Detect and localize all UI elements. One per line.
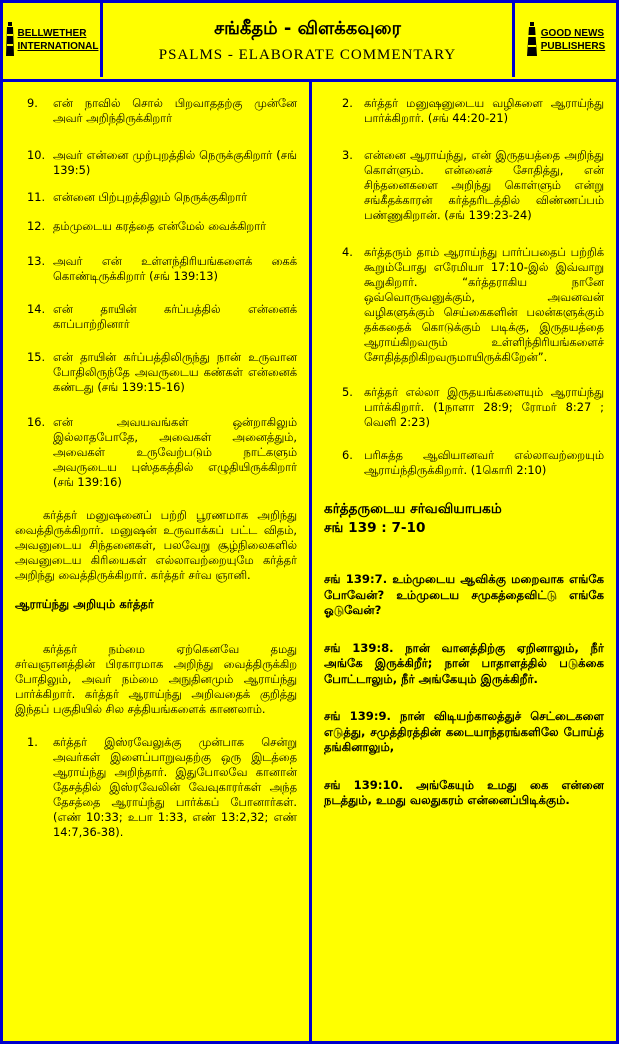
section-reference: சங் 139 : 7-10 xyxy=(324,520,426,536)
header xyxy=(3,3,616,79)
list-item xyxy=(324,96,604,126)
item-text: கர்த்தர் இஸ்ரவேலுக்கு முன்பாக சென்று அவர்கள் இளைப்பாறுவதற்கு ஒரு இடத்தை ஆராய்ந்து அறிந்தார். இதுபோலவே கானான் தேசத்தில் இஸ்ரவேலின் வேவுகாரர்கள் அந்த தேசத்தை ஆராய்ந்து பார்க்கப் போனார்கள். (எண் 10:33; உபா 1:33, எண் 13:2,32; எண் 14:7,36-38). xyxy=(53,735,297,839)
right-column xyxy=(312,82,616,1041)
item-text: அவர் என்னை முற்புறத்தில் நெருக்குகிறார் (சங் 139:5) xyxy=(53,148,297,177)
verse: சங் 139:10. அங்கேயும் உமது கை என்னை நடத்தும், உமது வலதுகரம் என்னைப்பிடிக்கும். xyxy=(324,777,604,807)
item-text: என் தாயின் கர்ப்பத்தில் என்னைக் காப்பாற்றினார் xyxy=(53,302,297,331)
list-item xyxy=(324,245,604,365)
list-item xyxy=(15,415,297,490)
list-item xyxy=(15,735,297,840)
section-heading: ஆராய்ந்து அறியும் கர்த்தர் xyxy=(15,597,154,611)
lighthouse-icon xyxy=(5,22,15,58)
item-number: 4. xyxy=(342,245,353,259)
list-item xyxy=(15,219,297,234)
item-number: 15. xyxy=(27,350,46,364)
title-english: PSALMS - ELABORATE COMMENTARY xyxy=(158,47,457,63)
list-item xyxy=(15,148,297,178)
item-number: 10. xyxy=(27,148,46,162)
paragraph: கர்த்தர் நம்மை ஏற்கெனவே தமது சர்வஞானத்தின் பிரகாரமாக அறிந்து வைத்திருக்கிற போதிலும், அவர் நம்மை அநுதினமும் ஆராய்ந்து பார்க்கிறார். கர்த்தர் ஆராய்ந்து அறிவதைக் குறித்து இந்தப் பகுதியில் சில சத்தியங்களைக் காணலாம். xyxy=(15,642,297,716)
list-item xyxy=(15,254,297,284)
lighthouse-icon xyxy=(526,22,538,58)
bellwether-logo xyxy=(3,3,103,77)
good-news-logo xyxy=(512,3,616,77)
left-logo-line2: INTERNATIONAL xyxy=(17,41,99,52)
item-text: என் தாயின் கர்ப்பத்திலிருந்து நான் உருவான போதிலிருந்தே அவருடைய கண்கள் என்னைக் கண்டது (சங் 139:15-16) xyxy=(53,350,297,394)
list-item xyxy=(324,448,604,478)
item-number: 9. xyxy=(27,96,38,110)
item-text: பரிசுத்த ஆவியானவர் எல்லாவற்றையும் ஆராய்ந்திருக்கிறார். (1கொரி 2:10) xyxy=(364,448,604,477)
right-logo-line2: PUBLISHERS xyxy=(540,41,606,52)
item-text: என் நாவில் சொல் பிறவாததற்கு முன்னே அவர் அறிந்திருக்கிறார் xyxy=(53,96,297,125)
list-item xyxy=(15,96,297,126)
list-item xyxy=(15,190,297,205)
item-text: கர்த்தரும் தாம் ஆராய்ந்து பார்ப்பதைப் பற்றிக் கூறும்போது எரேமியா 17:10-இல் இவ்வாறு கூறுகிறார். “கர்த்தராகிய நானே ஒவ்வொருவனுக்கும், அவனவன் வழிகளுக்கும் செய்கைகளின் பலன்களுக்கும் தக்கதைக் கொடுக்கும் படிக்கு, இருதயத்தை ஆராய்கிறவரும் உள்ளிந்திரியங்களைச் சோதித்தறிகிறவருமாயிருக்கிறேன்”. xyxy=(364,245,604,364)
item-number: 5. xyxy=(342,385,353,399)
header-title-block xyxy=(103,3,512,79)
section-heading: கர்த்தருடைய சர்வவியாபகம் xyxy=(324,501,502,517)
item-number: 3. xyxy=(342,148,353,162)
left-column xyxy=(3,82,309,1041)
item-number: 16. xyxy=(27,415,46,429)
item-text: கர்த்தர் மனுஷனுடைய வழிகளை ஆராய்ந்து பார்க்கிறார். (சங் 44:20-21) xyxy=(364,96,604,125)
item-number: 13. xyxy=(27,254,46,268)
item-number: 11. xyxy=(27,190,46,204)
item-text: என்னை பிற்புறத்திலும் நெருக்குகிறார் xyxy=(53,190,248,204)
item-text: அவர் என் உள்ளந்திரியங்களைக் கைக் கொண்டிருக்கிறார் (சங் 139:13) xyxy=(53,254,297,283)
paragraph: கர்த்தர் மனுஷனைப் பற்றி பூரணமாக அறிந்து வைத்திருக்கிறார். மனுஷன் உருவாக்கப் பட்ட விதம், அவனுடைய சிந்தனைகள், பலவேறு சூழ்நிலைகளில் அவனுடைய கிரியைகள் எல்லாவற்றையுமே கர்த்தர் அறிந்து வைத்திருக்கிறார். கர்த்தர் சர்வ ஞானி. xyxy=(15,508,297,582)
item-number: 2. xyxy=(342,96,353,110)
right-logo-line1: GOOD NEWS xyxy=(540,28,605,39)
item-number: 12. xyxy=(27,219,46,233)
verse: சங் 139:8. நான் வானத்திற்கு ஏறினாலும், நீர் அங்கே இருக்கிறீர்; நான் பாதாளத்தில் படுக்கை போட்டாலும், நீர் அங்கேயும் இருக்கிறீர். xyxy=(324,640,604,686)
title-tamil: சங்கீதம் - விளக்கவுரை xyxy=(214,18,401,39)
list-item xyxy=(15,350,297,395)
item-number: 6. xyxy=(342,448,353,462)
list-item xyxy=(324,385,604,430)
verse: சங் 139:9. நான் விடியற்காலத்துச் செட்டைகளை எடுத்து, சமுத்திரத்தின் கடையாந்தரங்களிலே போய்த் தங்கினாலும், xyxy=(324,709,604,754)
verse: சங் 139:7. உம்முடைய ஆவிக்கு மறைவாக எங்கே போவேன்? உம்முடைய சமுகத்தைவிட்டு எங்கே ஓடுவேன்? xyxy=(324,572,604,617)
item-text: என் அவயவங்கள் ஒன்றாகிலும் இல்லாதபோதே, அவைகள் அனைத்தும், அவைகள் உருவேற்படும் நாட்களும் அவருடைய புஸ்தகத்தில் எழுதியிருக்கிறார் (சங் 139:16) xyxy=(53,415,297,489)
left-logo-line1: BELLWETHER xyxy=(17,28,87,39)
item-number: 14. xyxy=(27,302,46,316)
item-text: தம்முடைய கரத்தை என்மேல் வைக்கிறார் xyxy=(53,219,267,233)
item-text: கர்த்தர் எல்லா இருதயங்களையும் ஆராய்ந்து பார்க்கிறார். (1நாளா 28:9; ரோமர் 8:27 ; வெளி 2:23) xyxy=(364,385,604,429)
item-number: 1. xyxy=(27,735,38,749)
list-item xyxy=(324,148,604,223)
item-text: என்னை ஆராய்ந்து, என் இருதயத்தை அறிந்து கொள்ளும். என்னைச் சோதித்து, என் சிந்தனைகளை அறிந்து கொள்ளும் என்று சங்கீதக்காரன் கர்த்தரிடத்தில் விண்ணப்பம் பண்ணுகிறான். (சங் 139:23-24) xyxy=(364,148,604,222)
list-item xyxy=(15,302,297,332)
